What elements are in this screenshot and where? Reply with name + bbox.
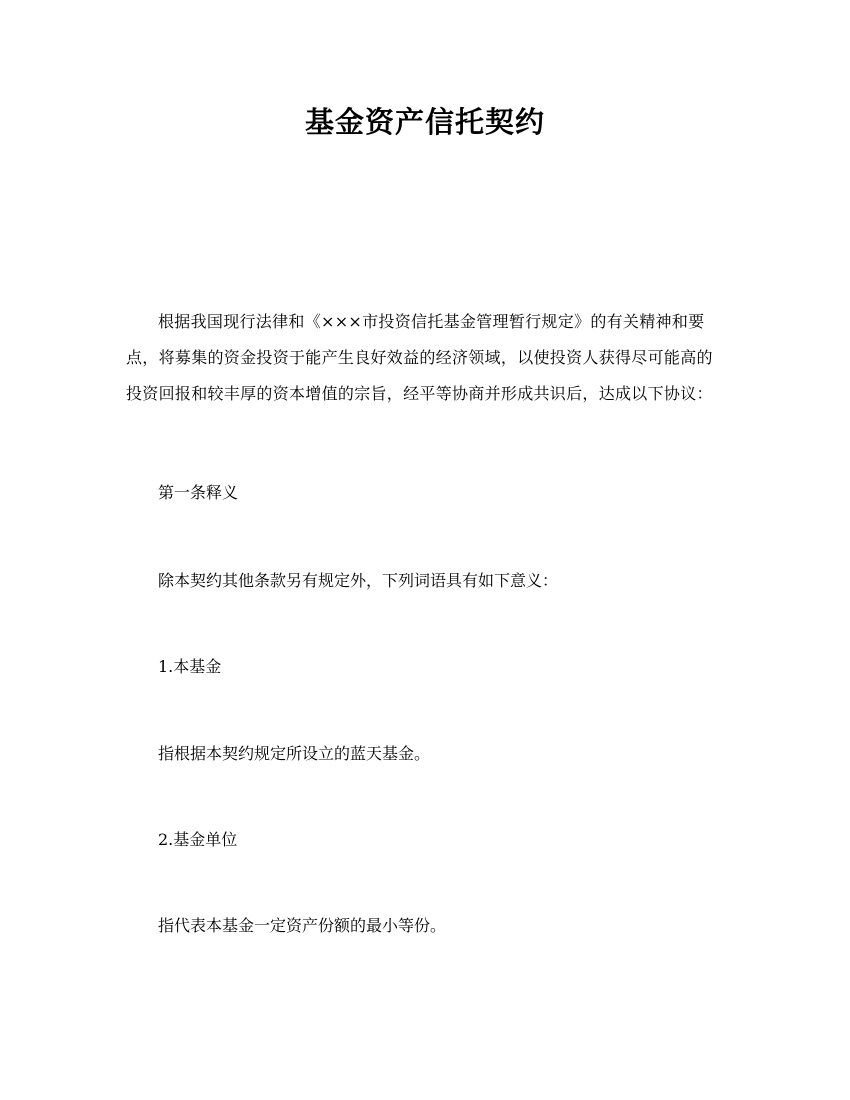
page-title: 基金资产信托契约 (304, 105, 545, 139)
intro-line: 根据我国现行法律和《×××市投资信托基金管理暂行规定》的有关精神和要 (158, 312, 705, 331)
term-title: 2.基金单位 (158, 830, 238, 849)
term-title: 1.本基金 (158, 657, 222, 676)
term-definition: 指根据本契约规定所设立的蓝天基金。 (158, 744, 431, 763)
intro-line: 点，将募集的资金投资于能产生良好效益的经济领域，以使投资人获得尽可能高的 (126, 348, 713, 367)
article-lead-text: 除本契约其他条款另有规定外，下列词语具有如下意义： (158, 571, 559, 590)
intro-line: 投资回报和较丰厚的资本增值的宗旨，经平等协商并形成共识后，达成以下协议： (126, 384, 713, 403)
term-definition: 指代表本基金一定资产份额的最小等份。 (158, 916, 447, 935)
article-heading: 第一条释义 (158, 483, 239, 502)
intro-paragraph (126, 304, 734, 412)
